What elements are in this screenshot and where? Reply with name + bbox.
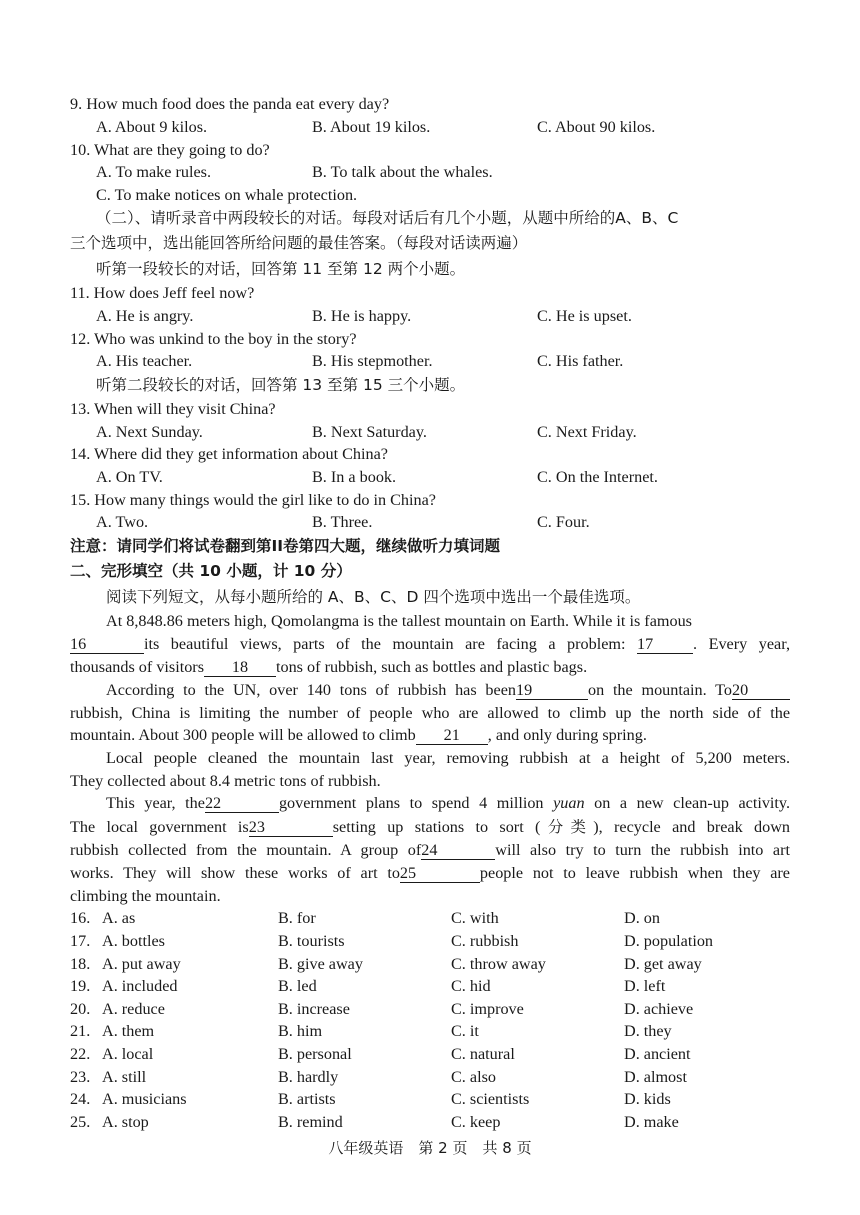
section-instruction: 阅读下列短文，从每小题所给的 A、B、C、D 四个选项中选出一个最佳选项。: [106, 588, 641, 606]
option-a: A. as: [102, 909, 136, 927]
option-c: C. Next Friday.: [537, 423, 637, 441]
option-a: A. To make rules.: [96, 163, 212, 181]
section-heading: 二、完形填空（共 10 小题，计 10 分）: [70, 562, 352, 580]
page-footer: 八年级英语 第 2 页 共 8 页: [328, 1139, 532, 1157]
passage-line: works. They will show these works of art to25 people not to leave rubbish when they are: [70, 864, 790, 882]
passage-line: rubbish collected from the mountain. A group of24 will also try to turn the rubbish into art: [70, 841, 790, 859]
option-a: A. Two.: [96, 513, 149, 531]
question-stem: 13. When will they visit China?: [70, 400, 276, 418]
blank-17: 17: [637, 636, 693, 654]
option-b: B. About 19 kilos.: [312, 118, 431, 136]
option-a: A. bottles: [102, 932, 165, 950]
option-c: C. Four.: [537, 513, 590, 531]
passage-line: At 8,848.86 meters high, Qomolangma is the tallest mountain on Earth. While it is famous: [106, 612, 692, 630]
passage-line: Local people cleaned the mountain last year, removing rubbish at a height of 5,200 meters.: [106, 749, 790, 767]
passage-line: According to the UN, over 140 tons of rubbish has been19 on the mountain. To20: [106, 680, 790, 700]
option-c: C. His father.: [537, 352, 624, 370]
option-a: A. put away: [102, 955, 181, 973]
option-number: 16.: [70, 909, 91, 927]
blank-25: 25: [400, 865, 480, 883]
option-a: A. musicians: [102, 1090, 187, 1108]
passage-line: mountain. About 300 people will be allowed to climb 21 , and only during spring.: [70, 726, 647, 744]
option-c: C. On the Internet.: [537, 468, 658, 486]
option-a: A. He is angry.: [96, 307, 194, 325]
option-b: B. Next Saturday.: [312, 423, 427, 441]
option-b: B. He is happy.: [312, 307, 412, 325]
option-a: A. reduce: [102, 1000, 165, 1018]
dialog-instruction: 听第一段较长的对话，回答第 11 至第 12 两个小题。: [96, 260, 466, 278]
option-c: C. rubbish: [451, 932, 519, 950]
option-a: A. still: [102, 1068, 147, 1086]
option-b: B. remind: [278, 1113, 343, 1131]
option-d: D. almost: [624, 1068, 687, 1086]
option-b: B. personal: [278, 1045, 352, 1063]
option-b: B. Three.: [312, 513, 373, 531]
passage-line: The local government is23 setting up stations to sort (分类), recycle and break down: [70, 818, 791, 836]
option-number: 18.: [70, 955, 91, 973]
option-d: D. ancient: [624, 1045, 691, 1063]
passage-line: rubbish, China is limiting the number of people who are allowed to climb up the north side of the: [70, 704, 790, 722]
option-a: A. stop: [102, 1113, 149, 1131]
option-number: 24.: [70, 1090, 91, 1108]
dialog-instruction: 听第二段较长的对话，回答第 13 至第 15 三个小题。: [96, 376, 466, 394]
option-number: 23.: [70, 1068, 91, 1086]
option-d: D. left: [624, 977, 666, 995]
option-b: B. tourists: [278, 932, 345, 950]
option-d: D. they: [624, 1022, 672, 1040]
option-c: C. throw away: [451, 955, 546, 973]
blank-24: 24: [421, 842, 495, 860]
option-a: A. Next Sunday.: [96, 423, 203, 441]
option-b: B. artists: [278, 1090, 336, 1108]
option-d: D. population: [624, 932, 714, 950]
option-b: B. hardly: [278, 1068, 339, 1086]
blank-22: 22: [205, 795, 279, 813]
question-stem: 12. Who was unkind to the boy in the story?: [70, 330, 357, 348]
question-stem: 15. How many things would the girl like to do in China?: [70, 491, 436, 509]
option-c: C. it: [451, 1022, 479, 1040]
option-d: D. make: [624, 1113, 679, 1131]
option-b: B. give away: [278, 955, 363, 973]
option-b: B. for: [278, 909, 316, 927]
option-d: D. get away: [624, 955, 702, 973]
option-c: C. improve: [451, 1000, 524, 1018]
question-stem: 11. How does Jeff feel now?: [70, 284, 255, 302]
passage-line: climbing the mountain.: [70, 887, 221, 905]
question-stem: 10. What are they going to do?: [70, 141, 270, 159]
option-c: C. also: [451, 1068, 496, 1086]
option-number: 20.: [70, 1000, 91, 1018]
section-instruction: （二）、请听录音中两段较长的对话。每段对话后有几个小题，从题中所给的A、B、C: [96, 209, 679, 227]
option-a: A. included: [102, 977, 178, 995]
option-a: A. About 9 kilos.: [96, 118, 208, 136]
option-a: A. them: [102, 1022, 155, 1040]
blank-21: 21: [416, 727, 488, 745]
option-a: A. On TV.: [96, 468, 163, 486]
blank-16: 16: [70, 636, 144, 654]
blank-19: 19: [516, 682, 588, 700]
option-number: 22.: [70, 1045, 91, 1063]
option-d: D. achieve: [624, 1000, 694, 1018]
option-c: C. natural: [451, 1045, 515, 1063]
section-instruction: 三个选项中，选出能回答所给问题的最佳答案。（每段对话读两遍）: [70, 234, 528, 252]
option-number: 17.: [70, 932, 91, 950]
option-b: B. To talk about the whales.: [312, 163, 493, 181]
option-c: C. scientists: [451, 1090, 530, 1108]
option-number: 19.: [70, 977, 91, 995]
option-c: C. To make notices on whale protection.: [96, 186, 358, 204]
option-b: B. In a book.: [312, 468, 397, 486]
passage-line: thousands of visitors 18 tons of rubbish, such as bottles and plastic bags.: [70, 658, 588, 676]
blank-20: 20: [732, 682, 790, 700]
option-d: D. on: [624, 909, 660, 927]
option-c: C. keep: [451, 1113, 501, 1131]
option-c: C. He is upset.: [537, 307, 632, 325]
question-stem: 9. How much food does the panda eat every day?: [70, 95, 390, 113]
option-number: 25.: [70, 1113, 91, 1131]
option-c: C. About 90 kilos.: [537, 118, 656, 136]
option-b: B. His stepmother.: [312, 352, 433, 370]
question-stem: 14. Where did they get information about China?: [70, 445, 388, 463]
option-c: C. hid: [451, 977, 491, 995]
option-a: A. local: [102, 1045, 154, 1063]
option-b: B. increase: [278, 1000, 350, 1018]
option-c: C. with: [451, 909, 499, 927]
option-d: D. kids: [624, 1090, 671, 1108]
option-number: 21.: [70, 1022, 91, 1040]
option-b: B. led: [278, 977, 317, 995]
passage-line: This year, the22 government plans to spend 4 million yuan on a new clean-up activity.: [106, 794, 791, 812]
option-b: B. him: [278, 1022, 323, 1040]
blank-23: 23: [249, 819, 333, 837]
option-a: A. His teacher.: [96, 352, 193, 370]
blank-18: 18: [204, 659, 276, 677]
passage-line: 16 its beautiful views, parts of the mountain are facing a problem: 17 . Every year,: [70, 635, 790, 653]
notice-text: 注意：请同学们将试卷翻到第II卷第四大题，继续做听力填词题: [70, 537, 501, 555]
passage-line: They collected about 8.4 metric tons of rubbish.: [70, 772, 381, 790]
